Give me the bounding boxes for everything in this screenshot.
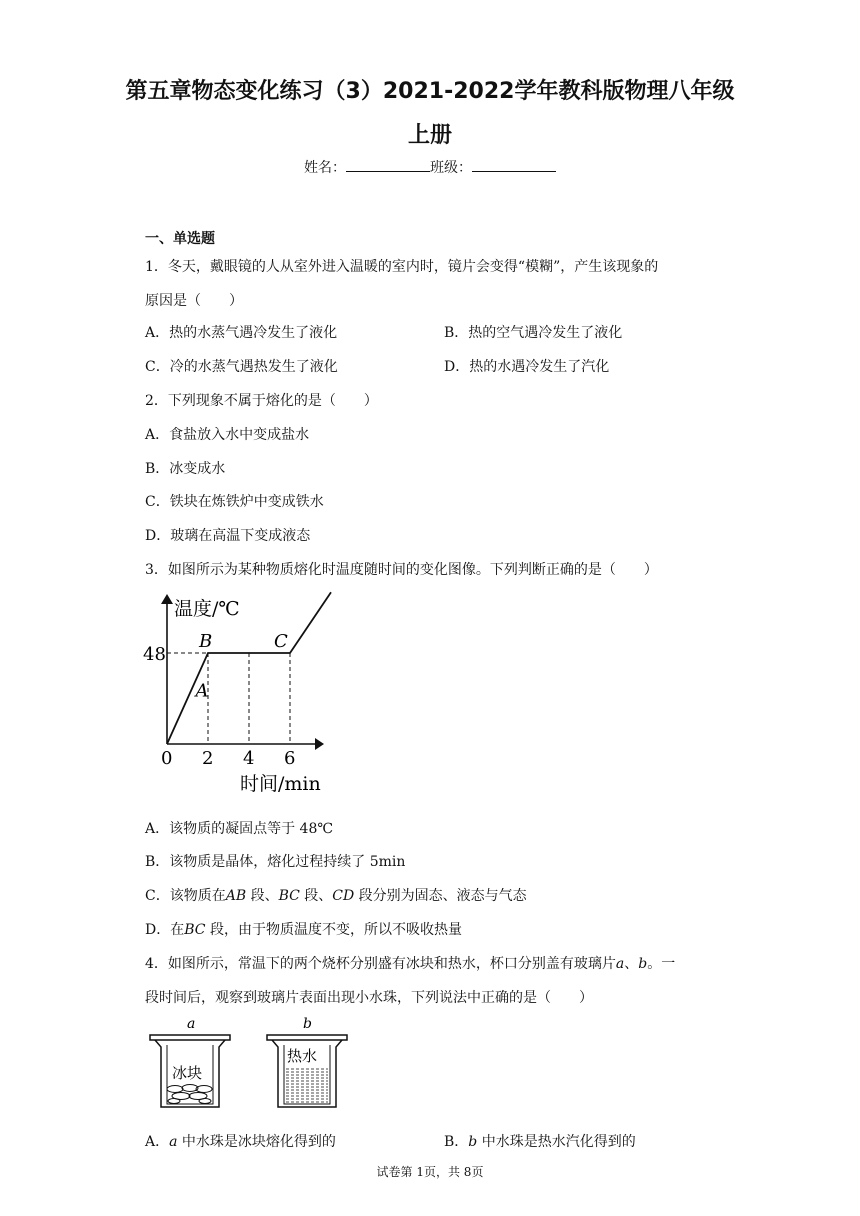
q2-option-b: B．冰变成水 [145, 461, 226, 477]
point-label-C: C [274, 631, 288, 652]
q4-option-b: B．b 中水珠是热水汽化得到的 [444, 1134, 636, 1150]
q3-option-a: A．该物质的凝固点等于 48℃ [145, 821, 334, 837]
q2-option-a: A．食盐放入水中变成盐水 [145, 427, 310, 443]
q1-option-a: A．热的水蒸气遇冷发生了液化 [145, 325, 338, 341]
q2-option-d: D．玻璃在高温下变成液态 [145, 528, 311, 544]
q4-option-a: A．a 中水珠是冰块熔化得到的 [145, 1134, 336, 1150]
y-axis-label: 温度/℃ [174, 598, 240, 620]
q4-stem-cont: 段时间后，观察到玻璃片表面出现小水珠，下列说法中正确的是（ ） [145, 990, 593, 1006]
y-tick-label: 48 [143, 644, 166, 665]
q3-option-b: B．该物质是晶体，熔化过程持续了 5min [145, 854, 406, 870]
page-title: 第五章物态变化练习（3）2021-2022学年教科版物理八年级 [125, 79, 735, 104]
glass-plate-a [150, 1035, 230, 1040]
glass-plate-b [267, 1035, 347, 1040]
class-label: 班级： [430, 160, 472, 176]
label-a: a [187, 1016, 196, 1032]
ice-cubes [167, 1085, 212, 1104]
hot-water [286, 1069, 328, 1102]
name-blank[interactable] [346, 158, 430, 172]
q3-option-c: C．该物质在AB 段、BC 段、CD 段分别为固态、液态与气态 [145, 888, 527, 904]
label-b: b [303, 1016, 312, 1032]
q3-option-d: D．在BC 段，由于物质温度不变，所以不吸收热量 [145, 922, 462, 938]
chart-axes [143, 594, 324, 795]
student-info [0, 157, 860, 177]
q1-option-b: B．热的空气遇冷发生了液化 [444, 325, 623, 341]
point-label-B: B [199, 631, 213, 652]
page-footer: 试卷第 1页，共 8页 [376, 1165, 484, 1179]
q2-option-c: C．铁块在炼铁炉中变成铁水 [145, 494, 324, 510]
x-tick-label: 6 [284, 748, 296, 769]
name-label: 姓名： [304, 160, 346, 176]
temperature-time-chart [140, 588, 340, 798]
section-heading: 一、单选题 [145, 231, 215, 247]
q2-stem: 2．下列现象不属于熔化的是（ ） [145, 393, 378, 409]
beaker-b-label: 热水 [287, 1047, 318, 1065]
q1-option-d: D．热的水遇冷发生了汽化 [444, 359, 610, 375]
x-axis-arrow [315, 738, 324, 750]
point-label-A: A [195, 680, 209, 702]
q4-stem: 4．如图所示，常温下的两个烧杯分别盛有冰块和热水，杯口分别盖有玻璃片a、b。一 [145, 956, 676, 972]
x-tick-label: 2 [202, 748, 214, 769]
y-axis-arrow [161, 594, 173, 604]
class-blank[interactable] [472, 158, 556, 172]
q1-stem: 1．冬天，戴眼镜的人从室外进入温暖的室内时，镜片会变得“模糊”，产生该现象的 [145, 259, 659, 275]
x-tick-label: 0 [161, 748, 173, 769]
page-title-continued: 上册 [407, 123, 452, 148]
x-axis-label: 时间/min [240, 773, 321, 795]
q3-stem: 3．如图所示为某种物质熔化时温度随时间的变化图像。下列判断正确的是（ ） [145, 562, 658, 578]
beakers-figure [145, 1015, 365, 1115]
x-tick-label: 4 [243, 748, 255, 769]
q1-stem-cont: 原因是（ ） [145, 293, 243, 309]
q1-option-c: C．冷的水蒸气遇热发生了液化 [145, 359, 338, 375]
beaker-a-label: 冰块 [172, 1064, 203, 1082]
